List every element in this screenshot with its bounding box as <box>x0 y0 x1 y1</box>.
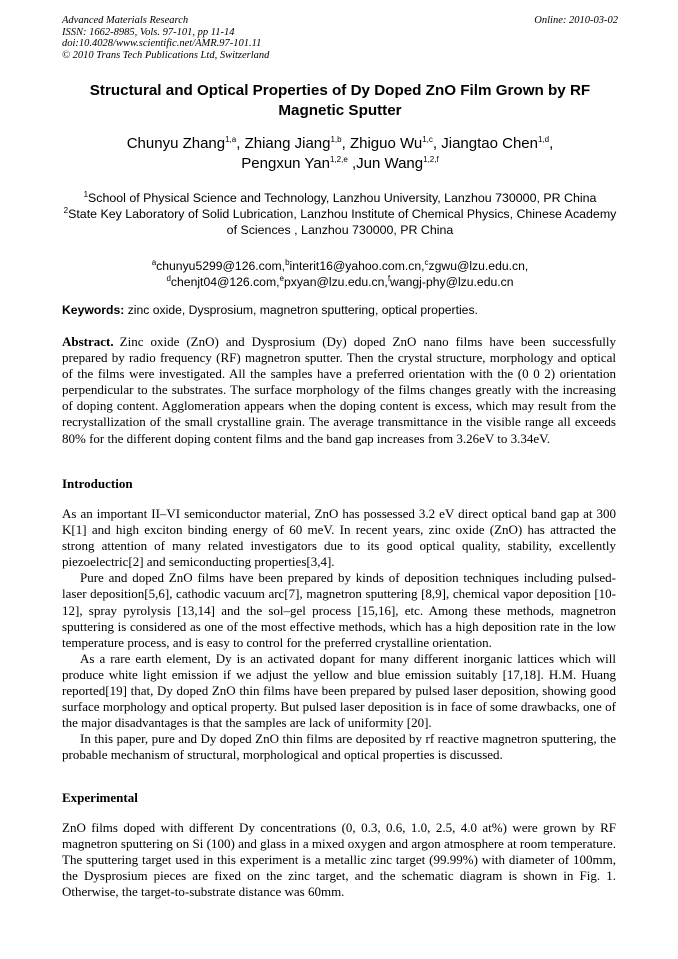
author <box>441 135 553 152</box>
introduction-body <box>62 506 616 764</box>
affiliation-text: School of Physical Science and Technology, Lanzhou University, Lanzhou 730000, PR China <box>88 191 597 205</box>
author-sup: 1,b <box>330 135 342 144</box>
author-sup: 1,d <box>537 135 550 144</box>
abstract-label: Abstract. <box>62 334 114 349</box>
author <box>241 155 356 172</box>
email <box>166 275 279 289</box>
copyright-line: © 2010 Trans Tech Publications Ltd, Switzerland <box>62 49 270 61</box>
author-sep: , <box>341 135 350 152</box>
keywords-text: zinc oxide, Dysprosium, magnetron sputtering, optical properties. <box>127 303 478 317</box>
author-sup: 1,a <box>225 135 237 144</box>
paragraph: As an important II–VI semiconductor material, ZnO has possessed 3.2 eV direct optical band gap at 300 K[1] and high exciton binding energy of 60 meV. In recent years, zinc oxide (ZnO) has attracted the strong attention of many related investigators due to its good optical quality, stability, excellently piezoelectric[2] and semiconducting properties[3,4]. <box>62 506 616 570</box>
keywords-label: Keywords: <box>62 303 125 317</box>
email <box>425 259 529 273</box>
journal-name: Advanced Materials Research <box>62 15 189 26</box>
abstract <box>62 334 616 447</box>
author <box>356 155 439 172</box>
affiliation-text: State Key Laboratory of Solid Lubrication, Lanzhou Institute of Chemical Physics, Chinese Academy of Sciences , Lanzhou 730000, PR China <box>68 207 617 237</box>
email-sup: b <box>285 257 290 267</box>
author-name: Pengxun Yan <box>241 155 330 172</box>
author-sep: , <box>347 155 357 172</box>
author-sep: , <box>236 135 245 152</box>
email-sup: a <box>151 257 157 267</box>
experimental-body: ZnO films doped with different Dy concentrations (0, 0.3, 0.6, 1.0, 2.5, 4.0 at%) were grown by RF magnetron sputtering on Si (100) and glass in a mixed oxygen and argon atmosphere at room temperature. The sputtering target used in this experiment is a metallic zinc target (99.99%) with diameter of 100mm, the Dysprosium pieces are fixed on the zinc target, and the schematic diagram is shown in Fig. 1. Otherwise, the target-to-substrate distance was 60mm. <box>62 820 616 900</box>
email-sup: c <box>424 257 429 267</box>
author <box>127 135 245 152</box>
email-sup: d <box>166 273 171 283</box>
author-list <box>62 134 618 174</box>
paragraph: In this paper, pure and Dy doped ZnO thin films are deposited by rf reactive magnetron sputtering, the probable mechanism of structural, morphological and optical properties is discussed. <box>62 731 616 763</box>
author <box>350 135 441 152</box>
email-text: interit16@yahoo.com.cn, <box>289 259 425 273</box>
affiliation-sup: 1 <box>83 189 89 199</box>
author-sep: , <box>432 135 442 152</box>
paragraph: Pure and doped ZnO films have been prepared by kinds of deposition techniques including pulsed-laser deposition[5,6], cathodic vacuum arc[7], magnetron sputtering [8,9], chemical vapor deposition [10-12], spray pyrolysis [13,14] and the sol–gel process [15,16], etc. Among these methods, magnetron sputtering is considered as one of the most effective methods, which has a high deposition rate in the low temperature process, and is easy to control for the preferred crystalline orientation. <box>62 570 616 650</box>
email <box>285 259 424 273</box>
doi-line: doi:10.4028/www.scientific.net/AMR.97-101.11 <box>62 38 262 50</box>
email-text: chenjt04@126.com, <box>170 275 280 289</box>
keywords <box>62 303 618 318</box>
author-name: Jun Wang <box>356 155 424 172</box>
author-sep: , <box>549 135 554 152</box>
author-name: Chunyu Zhang <box>126 135 226 152</box>
abstract-text: Zinc oxide (ZnO) and Dysprosium (Dy) doped ZnO nano films have been successfully prepared by radio frequency (RF) magnetron sputter. Then the crystal structure, morphology and optical of the films were investigated. All the samples have a preferred orientation with the (0 0 2) orientation perpendicular to the substrates. The surface morphology of the films changes greatly with the increasing of doping content. Agglomeration appears when the doping content is excess, which may result from the recrystallization of the small crystalline grain. The average transmittance in the visible range all exceeds 80% for the different doping content films and the band gap increases from 3.26eV to 3.34eV. <box>62 334 616 446</box>
section-heading-introduction: Introduction <box>62 476 133 491</box>
paragraph: As a rare earth element, Dy is an activated dopant for many different inorganic lattices which will produce white light emission if we adjust the yellow and blue emission suitably [17,18]. H.M. Huang reported[19] that, Dy doped ZnO thin films have been prepared by pulsed laser deposition, showing good surface morphology and optical property. But pulsed laser deposition is in face of some drawbacks, one of the major disadvantages is that the samples are lack of uniformity [20]. <box>62 650 616 731</box>
journal-header <box>62 15 618 61</box>
author-name: Jiangtao Chen <box>441 135 538 152</box>
paper-title: Structural and Optical Properties of Dy Doped ZnO Film Grown by RF Magnetic Sputter <box>89 82 591 119</box>
author-sup: 1,2,e <box>330 155 348 164</box>
affiliation-sup: 2 <box>63 205 69 215</box>
email <box>279 273 391 289</box>
email <box>388 275 514 289</box>
email-sup: e <box>279 273 284 283</box>
email-text: chunyu5299@126.com, <box>156 259 286 273</box>
author-sup: 1,2,f <box>423 155 439 164</box>
author-sup: 1,c <box>422 135 433 144</box>
section-heading-experimental: Experimental <box>62 790 138 805</box>
author-name: Zhiguo Wu <box>349 135 423 152</box>
email <box>152 259 285 273</box>
affiliation <box>62 206 618 238</box>
email-list <box>62 258 618 290</box>
affiliation <box>62 190 618 206</box>
issn-line: ISSN: 1662-8985, Vols. 97-101, pp 11-14 <box>62 26 235 38</box>
author <box>245 135 350 152</box>
email-text: zgwu@lzu.edu.cn, <box>428 259 529 273</box>
online-date: Online: 2010-03-02 <box>534 15 618 26</box>
email-sup: f <box>387 273 391 283</box>
email-text: wangj-phy@lzu.edu.cn <box>390 275 514 289</box>
affiliations <box>62 190 618 238</box>
email-text: pxyan@lzu.edu.cn, <box>283 275 388 289</box>
author-name: Zhiang Jiang <box>244 135 331 152</box>
